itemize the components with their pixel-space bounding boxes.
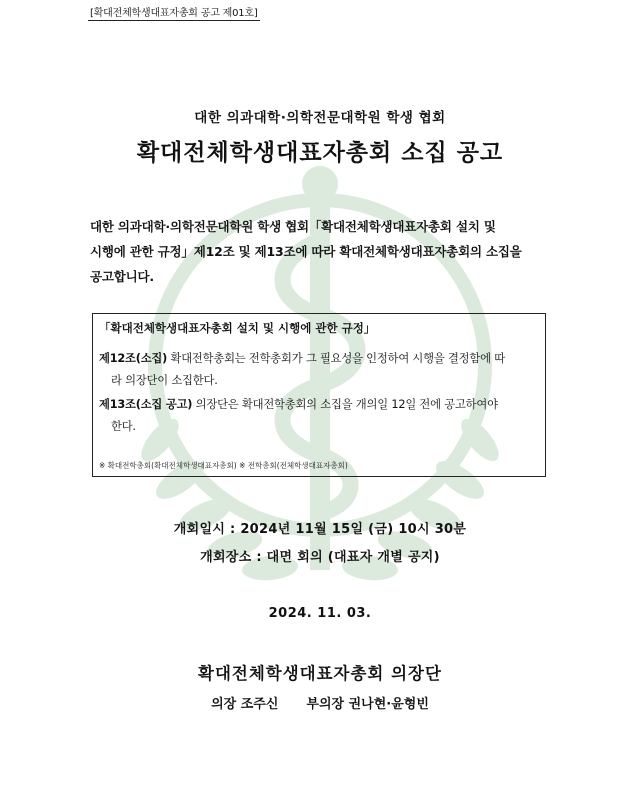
regulation-box: [92, 313, 546, 477]
chair-name: 의장 조주신: [211, 697, 279, 712]
intro-line: 시행에 관한 규정」제12조 및 제13조에 따라 확대전체학생대표자총회의 소집을: [90, 244, 522, 259]
council-name: 확대전체학생대표자총회 의장단: [198, 664, 442, 683]
meeting-datetime: 개회일시 : 2024년 11월 15일 (금) 10시 30분: [173, 522, 467, 537]
article-13-label: 제13조(소집 공고): [99, 398, 193, 411]
intro-paragraph: [90, 214, 560, 289]
abbreviation-note: ※ 확대전학총회(확대전체학생대표자총회) ※ 전학총회(전체학생대표자총회): [99, 461, 348, 470]
article-13-text: 의장단은 확대전학총회의 소집을 개의일 12일 전에 공고하여야: [192, 398, 498, 411]
regulation-title: 「확대전체학생대표자총회 설치 및 시행에 관한 규정」: [99, 321, 376, 335]
article-13-text-cont: 한다.: [111, 420, 136, 433]
article-12-text-cont: 라 의장단이 소집한다.: [111, 374, 218, 387]
article-12: [99, 348, 539, 392]
article-12-label: 제12조(소집): [99, 352, 168, 365]
organization-name: 대한 의과대학·의학전문대학원 학생 협회: [194, 110, 446, 126]
meeting-place: 개회장소 : 대면 회의 (대표자 개별 공지): [200, 550, 440, 565]
notice-number: [확대전체학생대표자총회 공고 제01호]: [88, 4, 260, 21]
intro-line: 공고합니다.: [90, 269, 154, 284]
page-title: 확대전체학생대표자총회 소집 공고: [136, 140, 504, 166]
article-13: [99, 394, 539, 438]
officers: [0, 693, 640, 712]
notice-date: 2024. 11. 03.: [268, 606, 372, 621]
vice-chair-names: 부의장 권나현·윤형빈: [306, 697, 429, 712]
intro-line: 대한 의과대학·의학전문대학원 학생 협회「확대전체학생대표자총회 설치 및: [90, 219, 496, 234]
article-12-text: 확대전학총회는 전학총회가 그 필요성을 인정하여 시행을 결정함에 따: [167, 352, 505, 365]
